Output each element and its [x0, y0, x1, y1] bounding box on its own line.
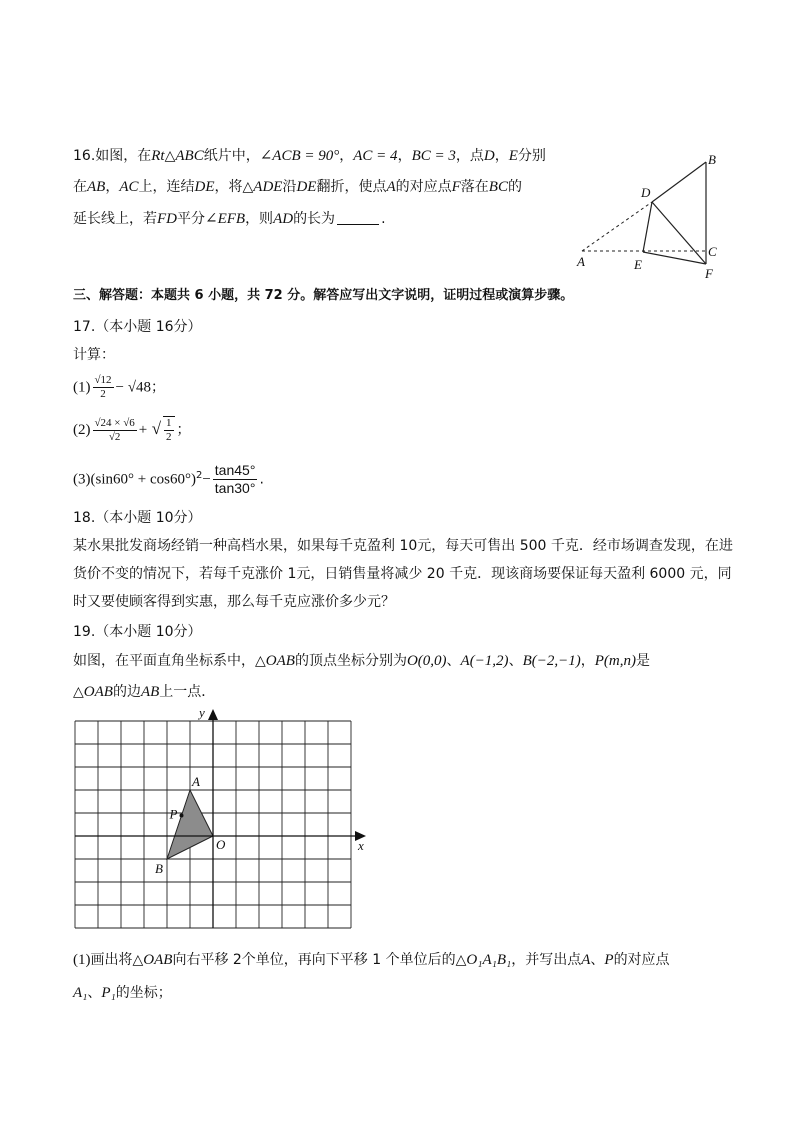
q17-header: 17.（本小题 16分）	[73, 319, 202, 335]
p3-denominator: tan30°	[214, 480, 256, 496]
point-p	[179, 814, 183, 818]
q18-line2: 货价不变的情况下，若每千克涨价 1元，日销售量将减少 20 千克．现该商场要保证每天盈利 6000 元，同	[73, 566, 732, 582]
q19-sub1-line2: A₁、P₁的坐标；	[73, 985, 172, 1001]
y-axis-arrow	[208, 709, 218, 720]
fold-figure	[570, 148, 730, 283]
answer-blank	[337, 210, 379, 225]
label-a: A	[577, 254, 585, 269]
q18-header: 18.（本小题 10分）	[73, 510, 202, 526]
coordinate-grid	[66, 705, 376, 935]
label-o: O	[216, 837, 226, 852]
label-c: C	[708, 244, 717, 259]
p2-numerator: √24 × √6	[94, 416, 135, 429]
segment-db	[652, 162, 706, 202]
p2-denominator2: 2	[166, 431, 172, 443]
section-title: 三、解答题：本题共 6 小题，共 72 分。解答应写出文字说明，证明过程或演算步骤。	[73, 288, 574, 303]
q17-part2: (2) $\frac{√24 \times √6}{√2}$ + √ $\frac{1}{2}$ ；	[73, 416, 191, 443]
p2-numerator2: 1	[166, 417, 172, 429]
p1-denominator: 2	[100, 388, 106, 400]
label-b: B	[155, 861, 163, 876]
segment-de	[643, 202, 652, 252]
q16-line3: 延长线上，若FD平分∠EFB，则AD的长为 .	[73, 211, 386, 227]
q16-line2: 在AB，AC上，连结DE，将△ADE沿DE翻折，使点A的对应点F落在BC的	[73, 179, 522, 195]
q18-line3: 时又要使顾客得到实惠，那么每千克应涨价多少元？	[73, 594, 395, 610]
q16-line1: 16.如图，在Rt△ABC纸片中，∠ACB = 90°，AC = 4，BC = 3，点D，E分别	[73, 148, 546, 164]
p3-numerator: tan45°	[214, 462, 256, 478]
label-p: P	[169, 806, 178, 822]
label-d: D	[641, 185, 651, 200]
q17-part1: (1) $\frac{√12}{2}$ − √48；	[73, 374, 165, 400]
label-a: A	[192, 774, 200, 789]
p1-numerator: √12	[94, 374, 112, 386]
q17-intro: 计算：	[73, 347, 115, 363]
q19-line2: △OAB的边AB上一点．	[73, 684, 216, 700]
q19-line1: 如图，在平面直角坐标系中，△OAB的顶点坐标分别为O(0,0)、A(−1,2)、B(−2,−1)，P(m,n)是	[73, 653, 650, 669]
label-b: B	[708, 152, 716, 167]
q18-line1: 某水果批发商场经销一种高档水果，如果每千克盈利 10元，每天可售出 500 千克．经市场调查发现，在进	[73, 538, 733, 554]
q19-sub1-line1: (1)画出将△OAB向右平移 2个单位，再向下平移 1 个单位后的△O₁A₁B₁，并写出点A、P的对应点	[73, 952, 670, 968]
y-axis-label: y	[199, 705, 205, 720]
p2-denominator: √2	[108, 430, 121, 443]
x-axis-label: x	[358, 838, 364, 853]
label-e: E	[634, 257, 642, 272]
segment-ab-dashed	[582, 202, 652, 251]
label-f: F	[705, 266, 713, 281]
q19-header: 19.（本小题 10分）	[73, 624, 202, 640]
q17-part3: $(3)(\sin 60^\circ + \cos 60^\circ)^2-$ $\frac{\tan 45^\circ}{\tan 30^\circ}$ .	[73, 462, 264, 496]
